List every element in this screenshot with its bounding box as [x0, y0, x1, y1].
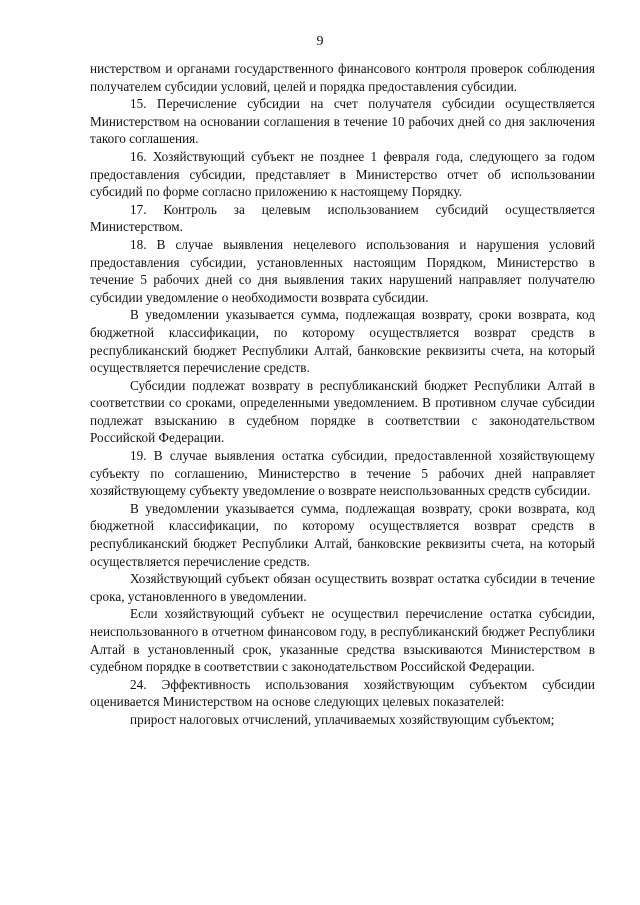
- paragraph-notice-details-2: В уведомлении указывается сумма, подлежащая возврату, сроки возврата, код бюджетной классификации, по которому осуществляется возврат средств в республиканский бюджет Республики Алтай, банковские реквизиты счета, на который осуществляется перечисление средств.: [90, 500, 595, 569]
- paragraph-item-16: 16. Хозяйствующий субъект не позднее 1 февраля года, следующего за годом предоставления субсидии, представляет в Министерство отчет об использовании субсидий по форме согласно приложению к настоящему Порядку.: [90, 148, 595, 200]
- paragraph-item-18: 18. В случае выявления нецелевого использования и нарушения условий предоставления субсидии, установленных настоящим Порядком, Министерство в течение 5 рабочих дней со дня выявления таких нарушений направляет получателю субсидии уведомление о необходимости возврата субсидии.: [90, 236, 595, 305]
- paragraph-return-balance: Хозяйствующий субъект обязан осуществить возврат остатка субсидии в течение срока, установленного в уведомлении.: [90, 571, 595, 604]
- paragraph-item-15: 15. Перечисление субсидии на счет получателя субсидии осуществляется Министерством на основании соглашения в течение 10 рабочих дней со дня заключения такого соглашения.: [90, 96, 595, 147]
- paragraph-continuation: нистерством и органами государственного финансового контроля проверок соблюдения получателем субсидии условий, целей и порядка предоставления субсидии.: [90, 61, 595, 94]
- paragraph-item-17: 17. Контроль за целевым использованием субсидий осуществляется Министерством.: [90, 201, 595, 235]
- paragraph-indicator-tax: прирост налоговых отчислений, уплачиваемых хозяйствующим субъектом;: [130, 711, 555, 727]
- paragraph-item-24: 24. Эффективность использования хозяйствующим субъектом субсидии оценивается Министерством на основе следующих целевых показателей:: [90, 676, 595, 710]
- paragraph-refund-obligation: Субсидии подлежат возврату в республиканский бюджет Республики Алтай в соответствии со сроками, определенными уведомлением. В противном случае субсидии подлежат взысканию в судебном порядке в соответствии с законодательством Российской Федерации.: [90, 377, 595, 446]
- paragraph-notice-details: В уведомлении указывается сумма, подлежащая возврату, сроки возврата, код бюджетной классификации, по которому осуществляется возврат средств в республиканский бюджет Республики Алтай, банковские реквизиты счета, на который осуществляется перечисление средств.: [90, 307, 595, 376]
- page-number: 9: [316, 34, 324, 49]
- paragraph-recovery: Если хозяйствующий субъект не осуществил перечисление остатка субсидии, неиспользованного в отчетном финансовом году, в республиканский бюджет Республики Алтай в установленный срок, указанные средства взыскиваются Министерством в судебном порядке в соответствии с законодательством Российской Федерации.: [90, 606, 595, 675]
- paragraph-item-19: 19. В случае выявления остатка субсидии, предоставленной хозяйствующему субъекту по соглашению, Министерство в течение 5 рабочих дней направляет хозяйствующему субъекту уведомление о возврате неиспользованных средств субсидии.: [90, 448, 595, 499]
- document-body: [90, 60, 595, 729]
